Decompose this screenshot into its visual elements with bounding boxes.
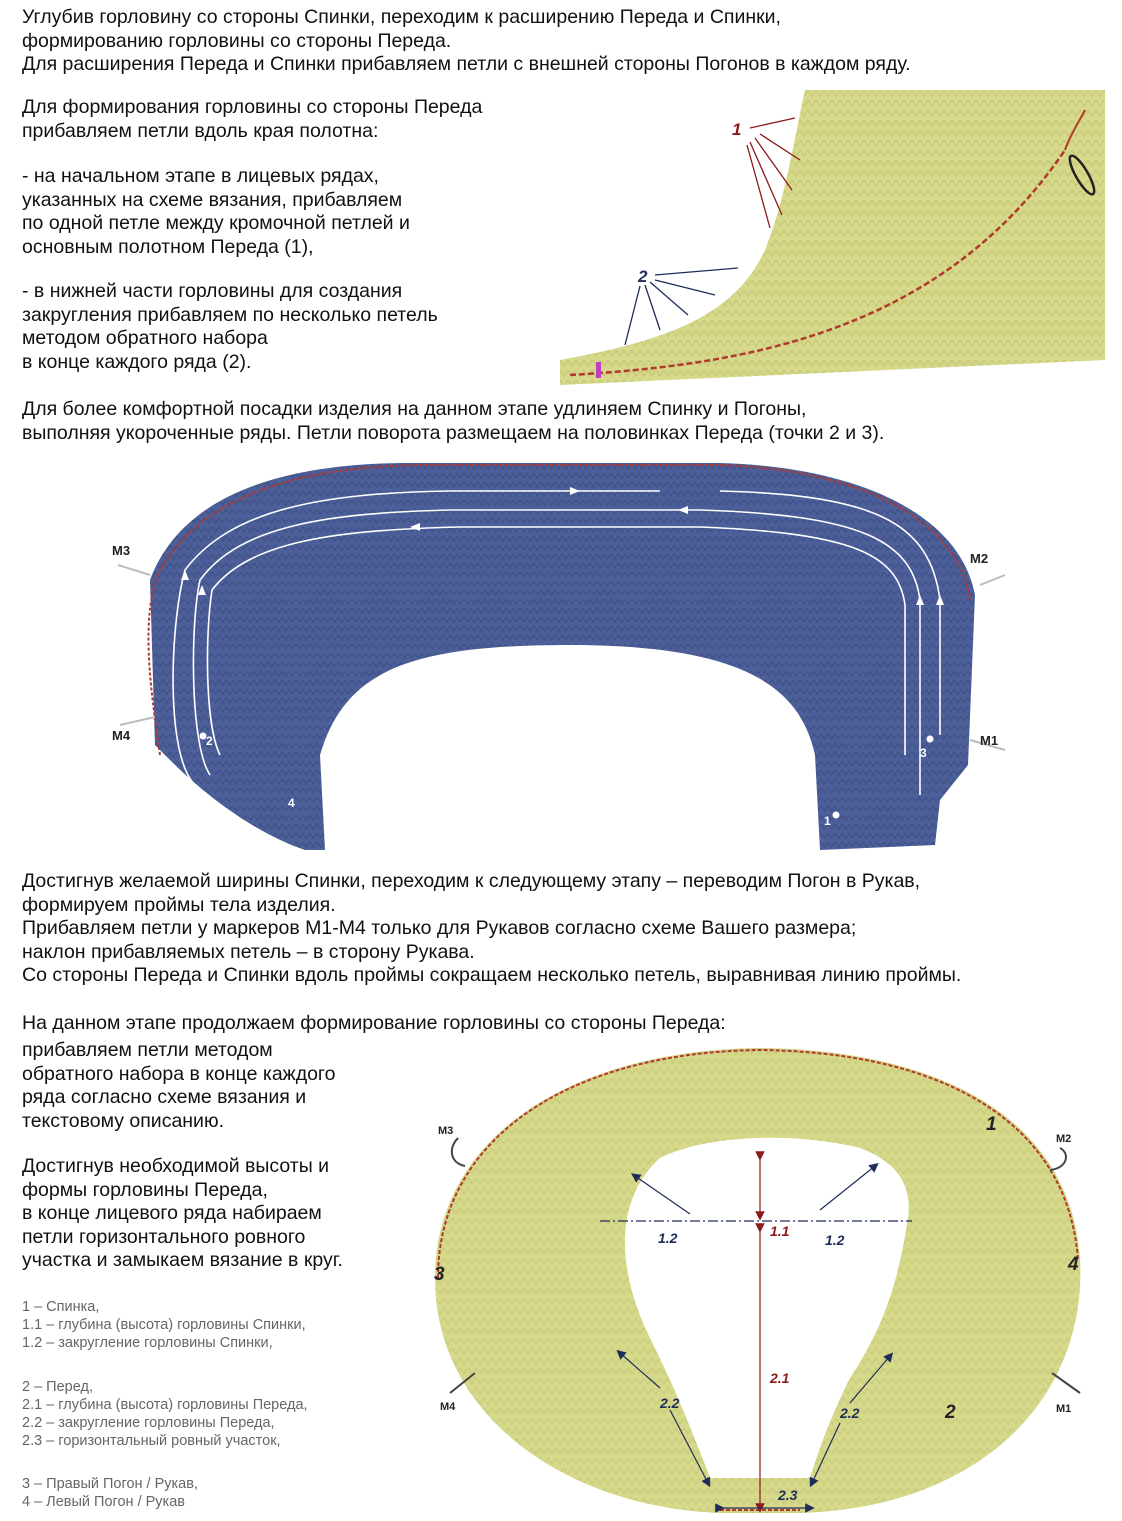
text-line: обратного набора в конце каждого — [22, 1062, 336, 1085]
legend-item: 1 – Спинка, — [22, 1299, 100, 1315]
neckline-front-paragraph — [22, 96, 482, 143]
legend-item: 2 – Перед, — [22, 1379, 93, 1395]
text-line: петли горизонтального ровного — [22, 1225, 306, 1248]
text-line: формированию горловины со стороны Переда. — [22, 29, 452, 52]
text-line: по одной петле между кромочной петлей и — [22, 212, 410, 234]
text-line: Для расширения Переда и Спинки прибавляем петли с внешней стороны Погонов в каждом ряду. — [22, 53, 911, 75]
text-line: участка и замыкаем вязание в круг. — [22, 1249, 343, 1271]
dim-2-3: 2.3 — [778, 1487, 798, 1503]
continue-neckline-intro — [22, 1012, 726, 1036]
dim-1-1: 1.1 — [770, 1223, 790, 1239]
legend-group-back — [22, 1298, 306, 1352]
text-line: Углубив горловину со стороны Спинки, переходим к расширению Переда и Спинки, — [22, 6, 781, 28]
marker-m4: M4 — [440, 1401, 456, 1413]
dim-2-2-right: 2.2 — [840, 1405, 860, 1421]
text-line: наклон прибавляемых петель – в сторону Рукава. — [22, 940, 475, 963]
area-2: 2 — [945, 1402, 956, 1423]
legend-item: 1.2 – закругление горловины Спинки, — [22, 1335, 273, 1351]
intro-paragraph — [22, 6, 911, 77]
marker-m3: M3 — [438, 1125, 454, 1137]
point-3: 3 — [920, 746, 927, 760]
label-1: 1 — [732, 120, 742, 139]
legend-group-sleeves — [22, 1475, 198, 1511]
reverse-cast-paragraph — [22, 1039, 335, 1133]
yellow-yoke-diagram — [420, 1038, 1100, 1518]
marker-m2: M2 — [1056, 1133, 1072, 1145]
text-line: - в нижней части горловины для создания — [22, 280, 403, 302]
marker-m2: M2 — [970, 551, 989, 566]
text-line: прибавляем петли вдоль края полотна: — [22, 119, 379, 142]
text-line: выполняя укороченные ряды. Петли поворота размещаем на половинках Переда (точки 2 и 3). — [22, 421, 885, 444]
legend-item: 2.2 – закругление горловины Переда, — [22, 1415, 275, 1431]
text-line: Для более комфортной посадки изделия на данном этапе удлиняем Спинку и Погоны, — [22, 398, 807, 420]
marker-m1: M1 — [980, 733, 999, 748]
text-line: Прибавляем петли у маркеров М1-М4 только для Рукавов согласно схеме Вашего размера; — [22, 917, 857, 939]
text-line: закругления прибавляем по несколько петель — [22, 303, 438, 326]
area-4: 4 — [1068, 1254, 1079, 1275]
dim-2-2-left: 2.2 — [660, 1395, 680, 1411]
area-3: 3 — [434, 1264, 445, 1285]
text-line: На данном этапе продолжаем формирование горловины со стороны Переда: — [22, 1012, 726, 1034]
label-2: 2 — [638, 267, 648, 286]
marker-m3: M3 — [112, 543, 131, 558]
marker-m4: M4 — [112, 728, 131, 743]
text-line: формируем проймы тела изделия. — [22, 893, 336, 916]
text-line: Со стороны Переда и Спинки вдоль проймы сокращаем несколько петель, выравнивая линию проймы. — [22, 964, 962, 986]
text-line: Достигнув желаемой ширины Спинки, переходим к следующему этапу – переводим Погон в Рукав, — [22, 870, 921, 892]
legend-item: 1.1 – глубина (высота) горловины Спинки, — [22, 1317, 306, 1333]
marker-m1: M1 — [1056, 1403, 1072, 1415]
neckline-fragment-photo — [560, 90, 1105, 385]
text-line: ряда согласно схеме вязания и — [22, 1086, 307, 1108]
text-line: основным полотном Переда (1), — [22, 235, 314, 258]
dim-1-2-left: 1.2 — [658, 1230, 678, 1246]
point-1: 1 — [824, 814, 831, 828]
legend-item: 2.1 – глубина (высота) горловины Переда, — [22, 1397, 308, 1413]
text-line: Достигнув необходимой высоты и — [22, 1155, 330, 1177]
legend-item: 3 – Правый Погон / Рукав, — [22, 1476, 198, 1492]
legend-group-front — [22, 1378, 308, 1450]
join-round-paragraph — [22, 1155, 343, 1273]
point-4: 4 — [288, 796, 295, 810]
text-line: указанных на схеме вязания, прибавляем — [22, 188, 403, 211]
text-line: методом обратного набора — [22, 327, 268, 349]
text-line: прибавляем петли методом — [22, 1039, 273, 1061]
short-rows-paragraph — [22, 398, 884, 445]
sleeve-transition-paragraph — [22, 870, 961, 988]
text-line: формы горловины Переда, — [22, 1178, 268, 1201]
initial-stage-paragraph — [22, 165, 410, 259]
lower-neckline-paragraph — [22, 280, 438, 374]
dim-2-1: 2.1 — [770, 1370, 790, 1386]
blue-yoke-photo — [100, 455, 1020, 860]
area-1: 1 — [986, 1114, 997, 1135]
text-line: Для формирования горловины со стороны Переда — [22, 96, 483, 118]
point-2: 2 — [206, 734, 213, 748]
legend-item: 2.3 – горизонтальный ровный участок, — [22, 1433, 281, 1449]
text-line: - на начальном этапе в лицевых рядах, — [22, 165, 379, 187]
legend-item: 4 – Левый Погон / Рукав — [22, 1494, 185, 1510]
dim-1-2-right: 1.2 — [825, 1232, 845, 1248]
text-line: в конце лицевого ряда набираем — [22, 1202, 322, 1224]
text-line: текстовому описанию. — [22, 1109, 224, 1132]
text-line: в конце каждого ряда (2). — [22, 350, 252, 373]
